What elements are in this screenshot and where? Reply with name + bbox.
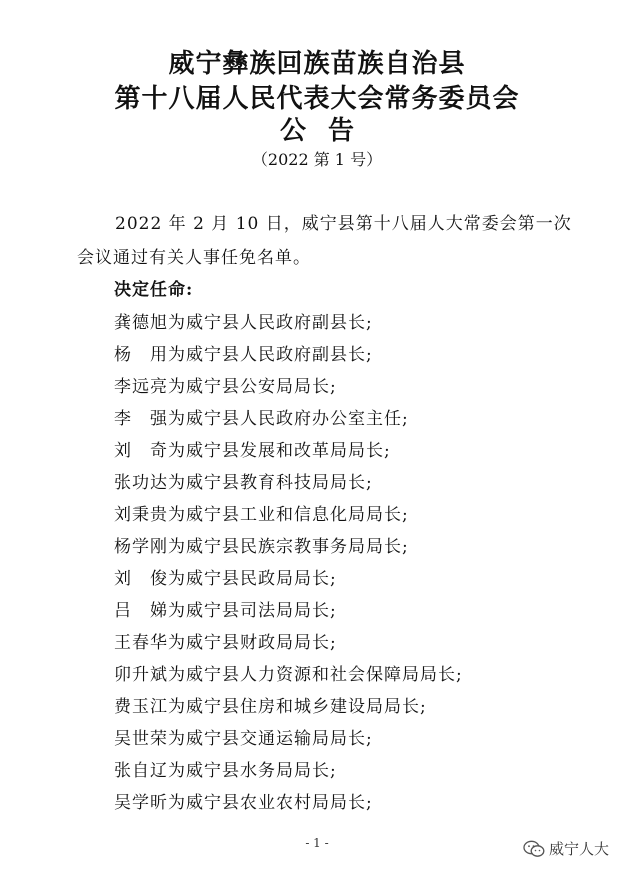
intro-paragraph-line-2: 会议通过有关人事任免名单。 bbox=[77, 248, 311, 268]
watermark bbox=[523, 838, 609, 859]
wechat-icon bbox=[523, 840, 545, 858]
appointment-item: 龚德旭为威宁县人民政府副县长; bbox=[114, 313, 373, 333]
page-number: - 1 - bbox=[305, 836, 329, 850]
title-line-2: 第十八届人民代表大会常务委员会 bbox=[114, 84, 520, 114]
title-line-1: 威宁彝族回族苗族自治县 bbox=[168, 49, 466, 79]
appointment-item: 王春华为威宁县财政局局长; bbox=[114, 633, 337, 653]
watermark-text: 威宁人大 bbox=[549, 840, 610, 858]
appointment-item: 卯升斌为威宁县人力资源和社会保障局局长; bbox=[114, 665, 463, 685]
title-line-3: 公告 bbox=[279, 116, 376, 146]
appointment-item: 吴世荣为威宁县交通运输局局长; bbox=[114, 729, 373, 749]
appointment-item: 李 强为威宁县人民政府办公室主任; bbox=[114, 409, 409, 429]
appointment-item: 吴学昕为威宁县农业农村局局长; bbox=[114, 793, 373, 813]
appointment-item: 李远亮为威宁县公安局局长; bbox=[114, 377, 337, 397]
appointment-item: 刘秉贵为威宁县工业和信息化局局长; bbox=[114, 505, 409, 525]
intro-paragraph-line-1: 2022 年 2 月 10 日，威宁县第十八届人大常委会第一次 bbox=[115, 214, 572, 234]
appointment-item: 刘 奇为威宁县发展和改革局局长; bbox=[114, 441, 391, 461]
appointment-item: 费玉江为威宁县住房和城乡建设局局长; bbox=[114, 697, 427, 717]
document-number: （2022 第 1 号） bbox=[251, 150, 383, 169]
appointment-item: 吕 娣为威宁县司法局局长; bbox=[114, 601, 337, 621]
appointment-item: 张功达为威宁县教育科技局局长; bbox=[114, 473, 373, 493]
appointment-item: 刘 俊为威宁县民政局局长; bbox=[114, 569, 337, 589]
appointment-item: 杨 用为威宁县人民政府副县长; bbox=[114, 345, 373, 365]
appointment-item: 杨学刚为威宁县民族宗教事务局局长; bbox=[114, 537, 409, 557]
section-heading: 决定任命: bbox=[114, 280, 194, 300]
appointment-item: 张自辽为威宁县水务局局长; bbox=[114, 761, 337, 781]
